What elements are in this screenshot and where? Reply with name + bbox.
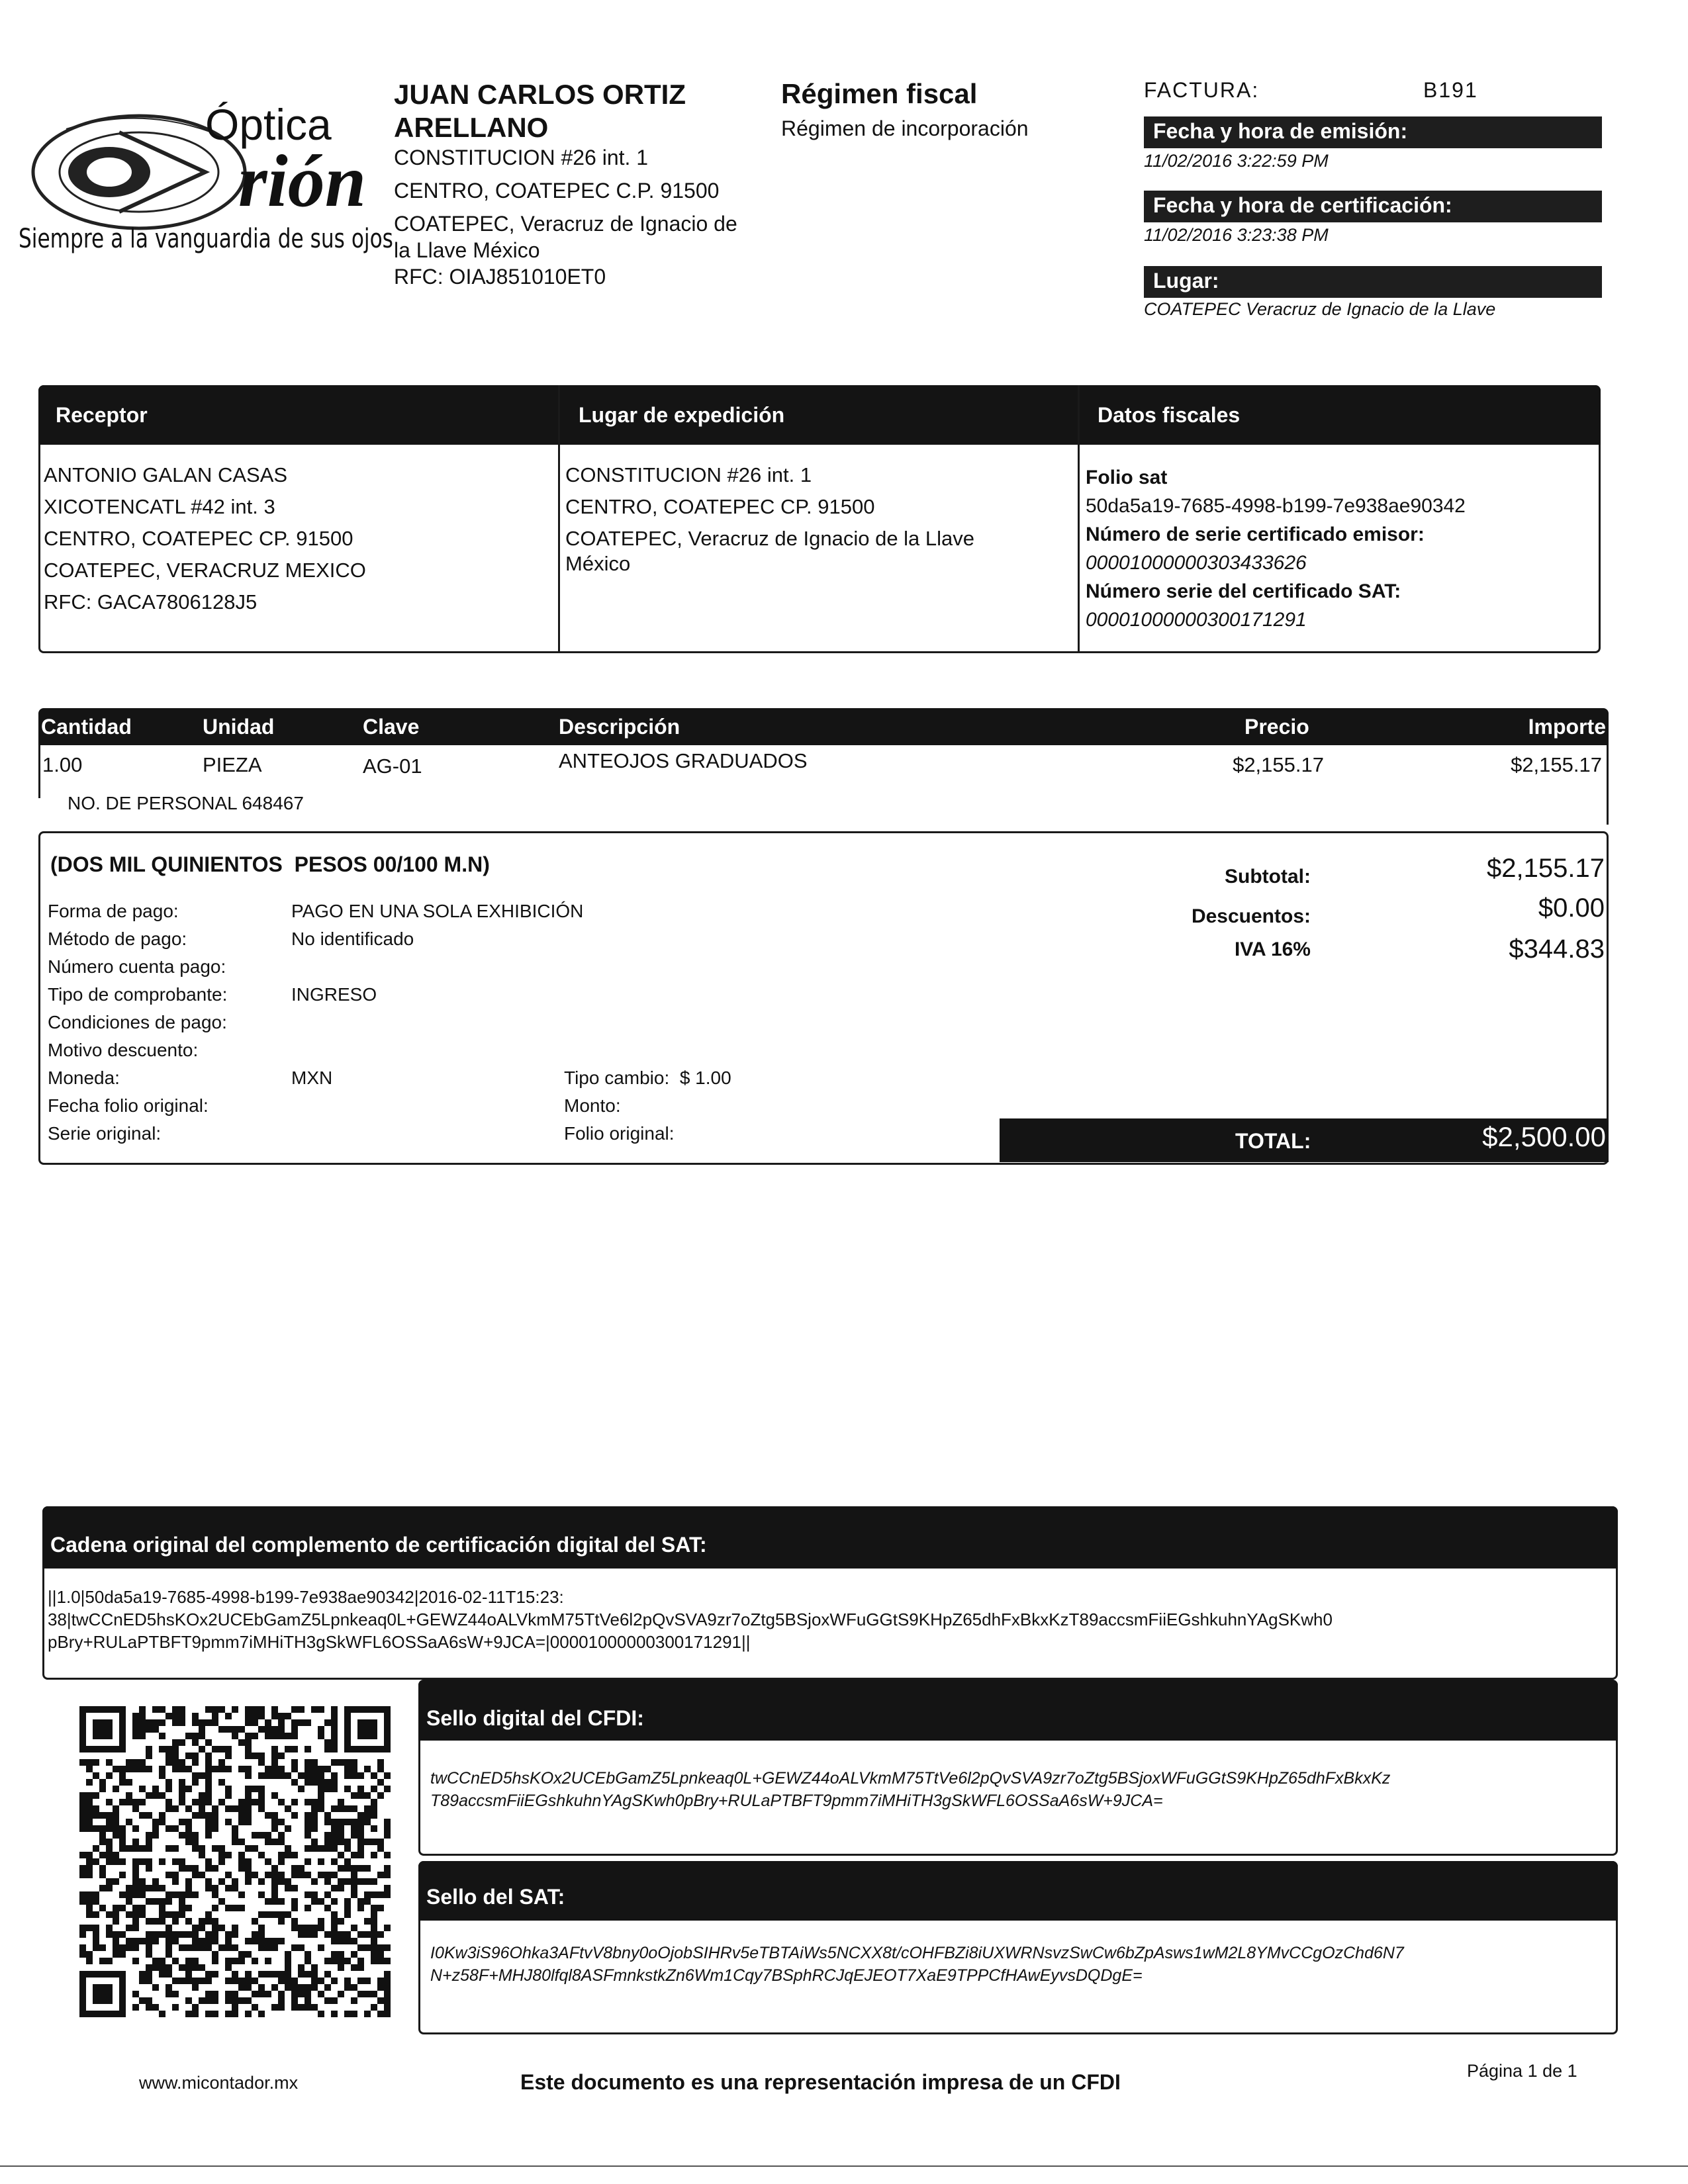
expedicion-line4: México bbox=[565, 552, 631, 575]
folio-value: 50da5a19-7685-4998-b199-7e938ae90342 bbox=[1086, 495, 1466, 517]
serie-original-label: Serie original: bbox=[48, 1123, 162, 1144]
descuentos-value: $0.00 bbox=[1538, 893, 1605, 923]
item-clave: AG-01 bbox=[363, 754, 422, 778]
sello-sat-line1: I0Kw3iS96Ohka3AFtvV8bny0oOjobSIHRv5eTBTAiWs5NCXX8t/cOHFBZi8iUXWRNsvzSwCw6bZpAsws1wM2L8YMvCCgOzChd6N7 bbox=[430, 1944, 1404, 1962]
payment-values bbox=[291, 897, 662, 1092]
total-value: $2,500.00 bbox=[1482, 1121, 1606, 1152]
expedicion-line2: CENTRO, COATEPEC CP. 91500 bbox=[565, 495, 875, 518]
forma-pago-label: Forma de pago: bbox=[48, 901, 179, 921]
descuentos-label: Descuentos: bbox=[1191, 905, 1311, 927]
forma-pago-value: PAGO EN UNA SOLA EXHIBICIÓN bbox=[291, 901, 584, 921]
items-header-unidad: Unidad bbox=[203, 714, 275, 739]
parties-header-bar bbox=[38, 385, 1601, 445]
serie-sat-label: Número serie del certificado SAT: bbox=[1086, 580, 1401, 602]
folio-original-label: Folio original: bbox=[564, 1123, 675, 1144]
lugar-bar: Lugar: bbox=[1144, 266, 1602, 298]
serie-sat-value: 00001000000300171291 bbox=[1086, 609, 1307, 631]
tipo-comprobante-label: Tipo de comprobante: bbox=[48, 984, 228, 1005]
sello-sat-line2: N+z58F+MHJ80lfql8ASFmnkstkZn6Wm1Cqy7BSphRCJqEJEOT7XaE9TPPCfHAwEyvsDQDgE= bbox=[430, 1966, 1143, 1985]
items-header-descripcion: Descripción bbox=[559, 714, 680, 739]
regimen-title: Régimen fiscal bbox=[781, 78, 978, 109]
items-header-cantidad: Cantidad bbox=[41, 714, 132, 739]
footer-rule bbox=[0, 2165, 1688, 2167]
expedicion-details bbox=[565, 459, 1075, 580]
cadena-line2: 38|twCCnED5hsKOx2UCEbGamZ5Lpnkeaq0L+GEWZ44oALVkmM75TtVe6l2pQvSVA9zr7oZtg5BSjoxWFuGGtS9KHpZ65dhFxBkxKzT89accsmFiiEGshkuhnYAgSKwh0 bbox=[48, 1610, 1333, 1629]
sello-cfdi-line1: twCCnED5hsKOx2UCEbGamZ5Lpnkeaq0L+GEWZ44oALVkmM75TtVe6l2pQvSVA9zr7oZtg5BSjoxWFuGGtS9KHpZ65dhFxBkxKz bbox=[430, 1769, 1391, 1788]
issuer-name-line1: JUAN CARLOS ORTIZ bbox=[394, 79, 686, 110]
item-importe: $2,155.17 bbox=[1511, 753, 1602, 776]
fecha-folio-label: Fecha folio original: bbox=[48, 1095, 209, 1116]
item-precio: $2,155.17 bbox=[1233, 753, 1324, 776]
receptor-rfc: RFC: GACA7806128J5 bbox=[44, 590, 258, 614]
moneda-label: Moneda: bbox=[48, 1068, 120, 1088]
receptor-line2: XICOTENCATL #42 int. 3 bbox=[44, 495, 275, 518]
monto-label: Monto: bbox=[564, 1095, 621, 1116]
logo-brand-script: rión bbox=[238, 140, 366, 222]
cuenta-pago-label: Número cuenta pago: bbox=[48, 956, 226, 977]
fiscales-heading: Datos fiscales bbox=[1098, 402, 1241, 427]
items-table bbox=[38, 708, 1609, 825]
subtotal-value: $2,155.17 bbox=[1487, 854, 1605, 883]
qr-code-icon bbox=[79, 1706, 391, 2017]
expedicion-line1: CONSTITUCION #26 int. 1 bbox=[565, 463, 812, 486]
sello-sat-text bbox=[430, 1942, 1609, 1987]
footer-page: Página 1 de 1 bbox=[1467, 2061, 1577, 2081]
tipo-comprobante-value: INGRESO bbox=[291, 984, 377, 1005]
exchange-details bbox=[564, 1064, 829, 1148]
item-note: NO. DE PERSONAL 648467 bbox=[68, 793, 304, 813]
item-unidad: PIEZA bbox=[203, 753, 262, 776]
parties-divider-2 bbox=[1078, 385, 1080, 653]
issuer-rfc: RFC: OIAJ851010ET0 bbox=[394, 265, 606, 289]
expedicion-heading: Lugar de expedición bbox=[579, 402, 785, 427]
logo-tagline: Siempre a la vanguardia de sus ojos bbox=[19, 224, 393, 254]
iva-value: $344.83 bbox=[1509, 934, 1605, 964]
payment-details bbox=[48, 897, 299, 1148]
items-right-border bbox=[1607, 745, 1609, 825]
sello-cfdi-text bbox=[430, 1767, 1609, 1812]
serie-emisor-label: Número de serie certificado emisor: bbox=[1086, 523, 1425, 545]
regimen-value: Régimen de incorporación bbox=[781, 116, 1029, 140]
receptor-line1: ANTONIO GALAN CASAS bbox=[44, 463, 288, 486]
serie-emisor-value: 00001000000303433626 bbox=[1086, 552, 1307, 574]
cadena-header-bar: Cadena original del complemento de certificación digital del SAT: bbox=[42, 1506, 1618, 1569]
sello-cfdi-line2: T89accsmFiiEGshkuhnYAgSKwh0pBry+RULaPTBFT9pmm7iMHiTH3gSkWFL6OSSaA6sW+9JCA= bbox=[430, 1792, 1163, 1810]
folio-label: Folio sat bbox=[1086, 467, 1168, 488]
items-header-precio: Precio bbox=[1244, 714, 1309, 739]
tipo-cambio-label: Tipo cambio: bbox=[564, 1068, 670, 1088]
iva-label: IVA 16% bbox=[1234, 938, 1311, 960]
logo-brand-top: Óptica bbox=[205, 100, 332, 149]
cadena-text bbox=[48, 1586, 1610, 1653]
certificacion-value: 11/02/2016 3:23:38 PM bbox=[1144, 225, 1329, 245]
parties-divider-1 bbox=[558, 385, 560, 653]
tipo-cambio-value: $ 1.00 bbox=[679, 1068, 731, 1088]
issuer-address1: CONSTITUCION #26 int. 1 bbox=[394, 146, 649, 169]
cadena-line3: pBry+RULaPTBFT9pmm7iMHiTH3gSkWFL6OSSaA6sW+9JCA=|00001000000300171291|| bbox=[48, 1632, 751, 1652]
metodo-pago-value: No identificado bbox=[291, 929, 414, 949]
issuer-address3: COATEPEC, Veracruz de Ignacio de bbox=[394, 212, 737, 236]
qr-code bbox=[79, 1706, 391, 2017]
lugar-value: COATEPEC Veracruz de Ignacio de la Llave bbox=[1144, 299, 1496, 319]
footer-disclaimer: Este documento es una representación impresa de un CFDI bbox=[520, 2070, 1121, 2094]
receptor-heading: Receptor bbox=[56, 402, 148, 427]
subtotal-label: Subtotal: bbox=[1225, 866, 1311, 887]
metodo-pago-label: Método de pago: bbox=[48, 929, 187, 949]
items-left-border bbox=[38, 745, 40, 798]
total-label: TOTAL: bbox=[1235, 1129, 1311, 1153]
moneda-value: MXN bbox=[291, 1068, 333, 1088]
issuer-address2: CENTRO, COATEPEC C.P. 91500 bbox=[394, 179, 720, 203]
amount-in-words: (DOS MIL QUINIENTOS PESOS 00/100 M.N) bbox=[50, 852, 490, 876]
item-descripcion: ANTEOJOS GRADUADOS bbox=[559, 749, 808, 772]
optica-orion-logo bbox=[19, 93, 393, 291]
regimen-block bbox=[781, 78, 1029, 141]
cadena-line1: ||1.0|50da5a19-7685-4998-b199-7e938ae90342|2016-02-11T15:23: bbox=[48, 1587, 564, 1607]
motivo-descuento-label: Motivo descuento: bbox=[48, 1040, 199, 1060]
issuer-block bbox=[394, 78, 778, 290]
issuer-name-line2: ARELLANO bbox=[394, 112, 549, 143]
factura-number: B191 bbox=[1423, 78, 1478, 102]
expedicion-line3: COATEPEC, Veracruz de Ignacio de la Llave bbox=[565, 527, 975, 550]
receptor-details bbox=[44, 459, 553, 618]
sello-cfdi-header-bar: Sello digital del CFDI: bbox=[418, 1680, 1618, 1741]
items-header-clave: Clave bbox=[363, 714, 420, 739]
footer-website: www.micontador.mx bbox=[139, 2073, 299, 2093]
emision-bar: Fecha y hora de emisión: bbox=[1144, 116, 1602, 148]
factura-label: FACTURA: bbox=[1144, 78, 1260, 102]
receptor-line3: CENTRO, COATEPEC CP. 91500 bbox=[44, 527, 353, 550]
item-cantidad: 1.00 bbox=[42, 753, 83, 776]
certificacion-bar: Fecha y hora de certificación: bbox=[1144, 191, 1602, 222]
items-header-importe: Importe bbox=[1528, 714, 1606, 739]
issuer-address4: la Llave México bbox=[394, 238, 540, 262]
sello-sat-header-bar: Sello del SAT: bbox=[418, 1861, 1618, 1921]
emision-value: 11/02/2016 3:22:59 PM bbox=[1144, 151, 1329, 171]
fiscales-details bbox=[1086, 463, 1595, 634]
receptor-line4: COATEPEC, VERACRUZ MEXICO bbox=[44, 559, 366, 582]
condiciones-label: Condiciones de pago: bbox=[48, 1012, 227, 1032]
